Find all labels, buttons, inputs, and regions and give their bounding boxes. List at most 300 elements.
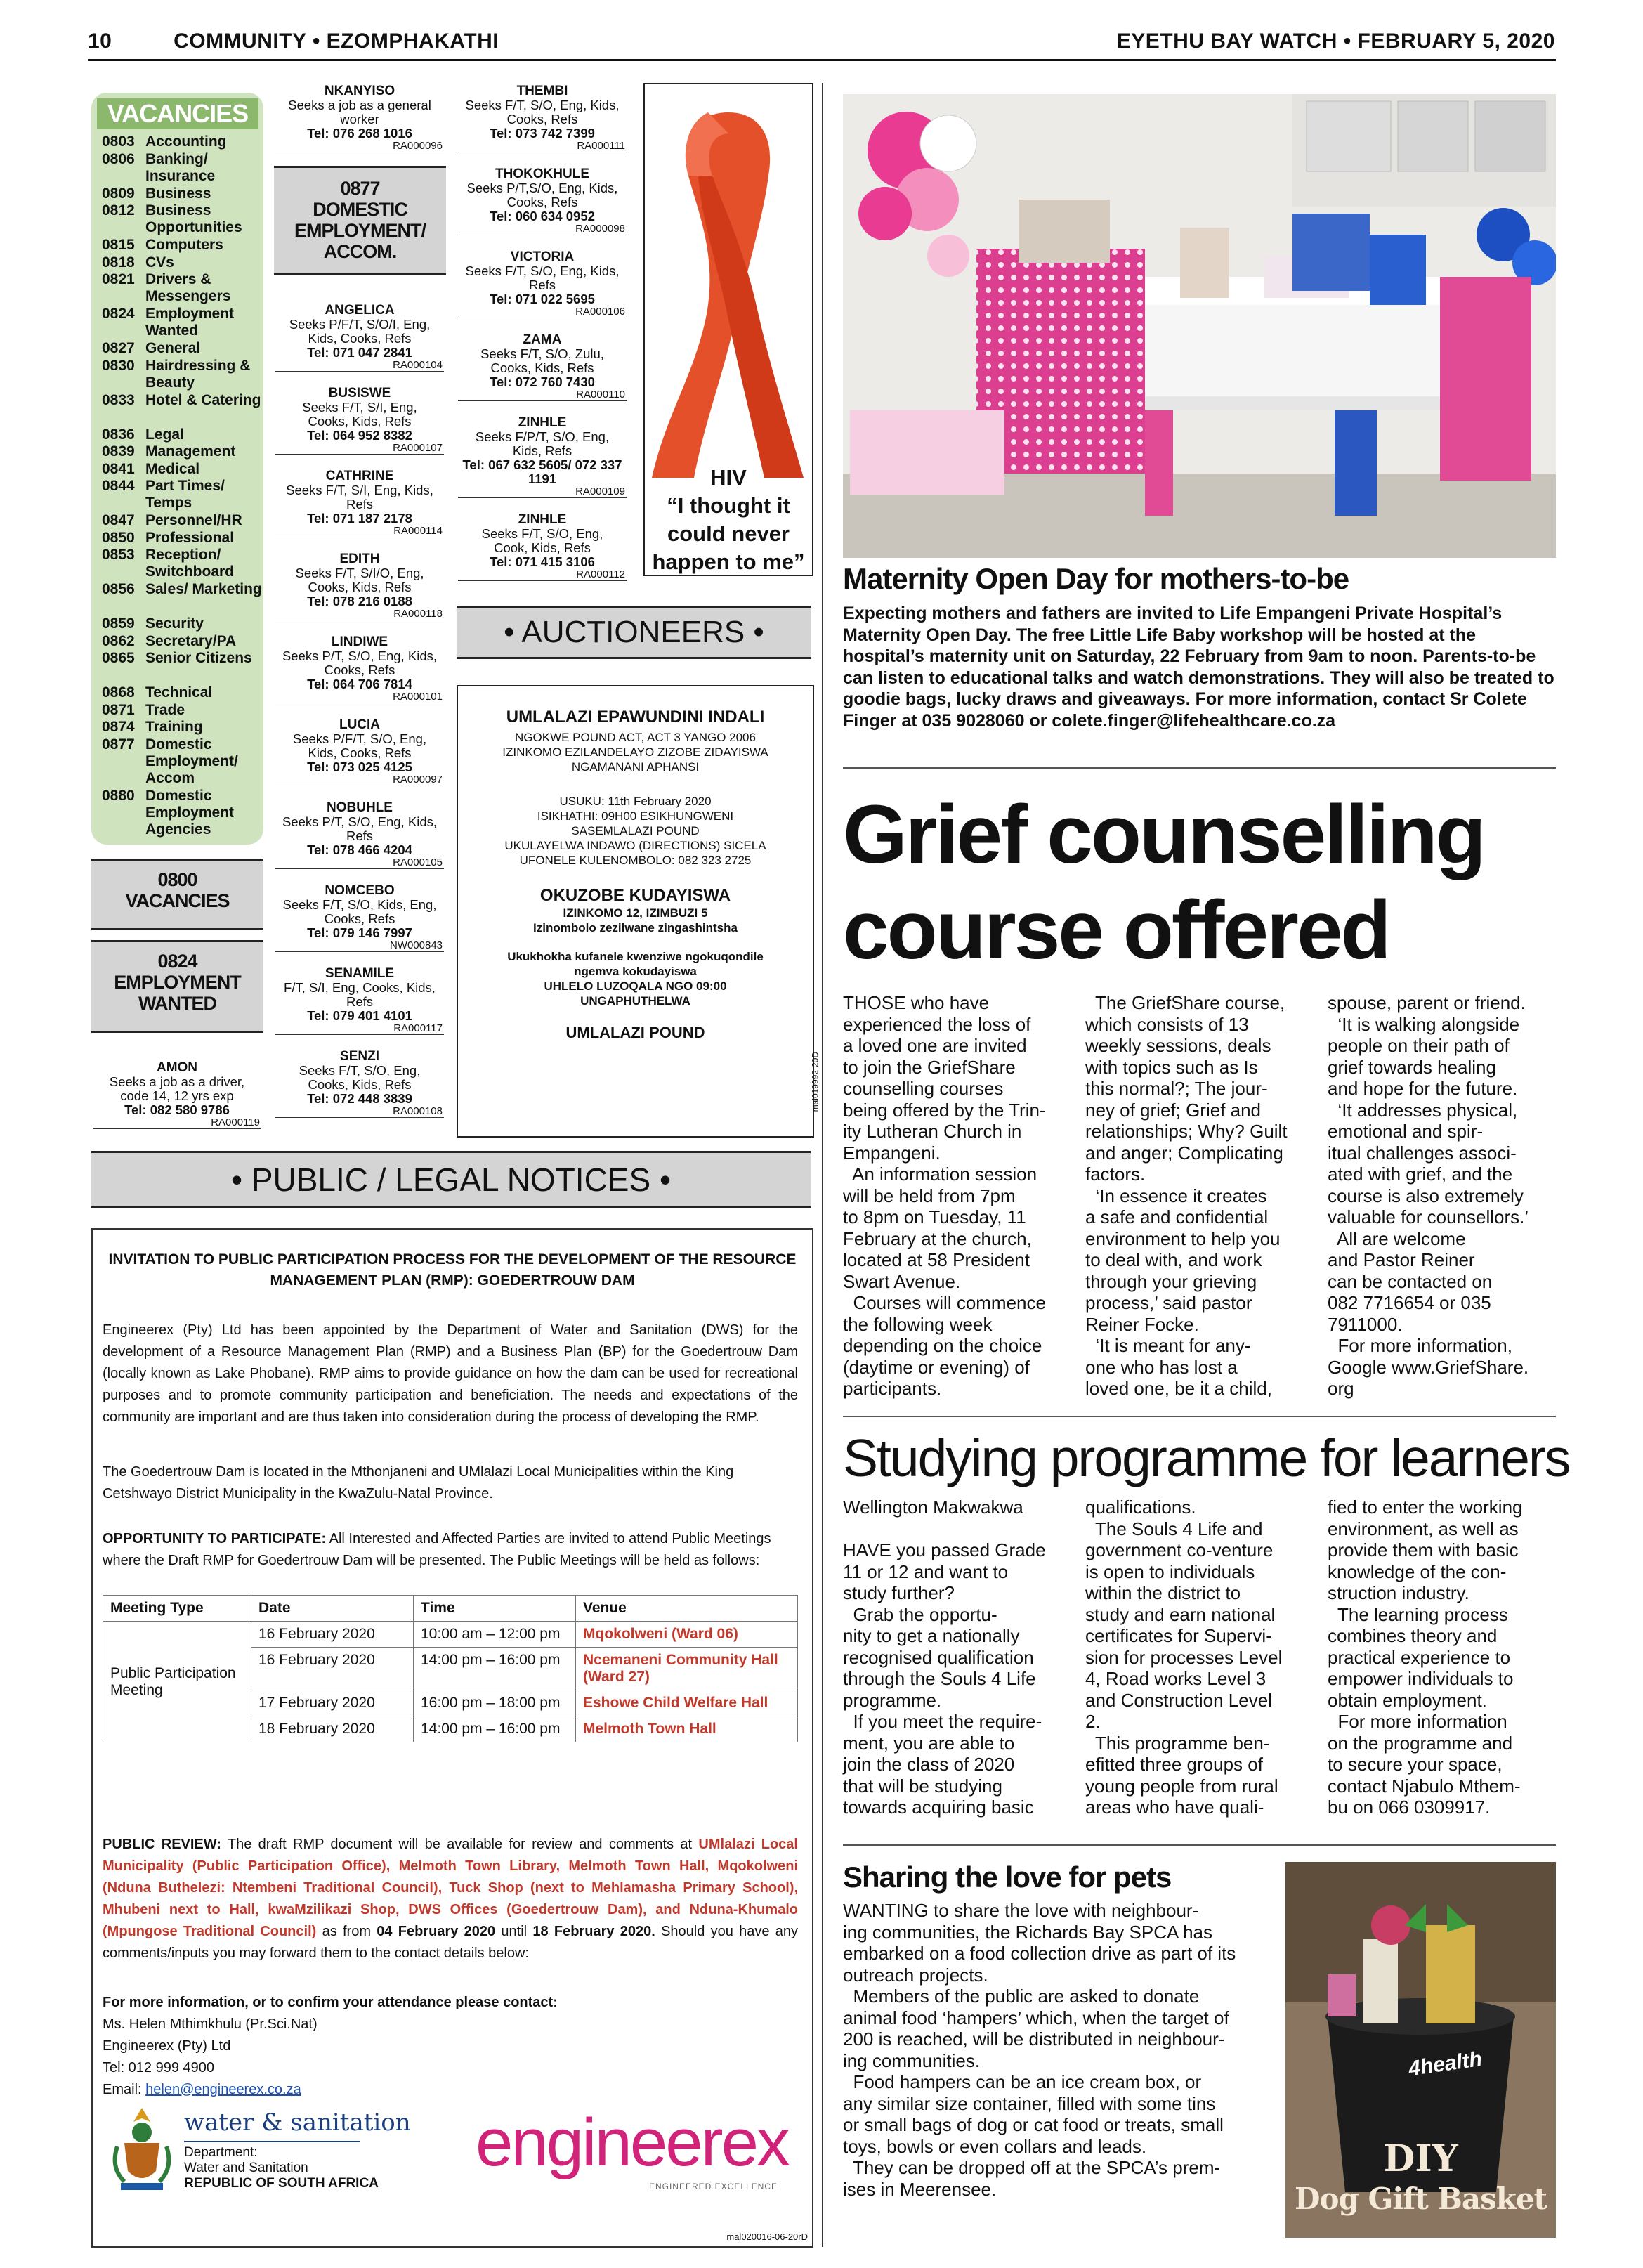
- ad-ref: RA000109: [458, 486, 627, 498]
- ad-name: THOKOKHULE: [495, 167, 590, 181]
- classified-ad: [275, 1050, 444, 1118]
- classified-ad: [275, 304, 444, 372]
- vacancy-category: [102, 133, 263, 150]
- text-line: people on their path of: [1328, 1035, 1510, 1056]
- maternity-headline: Maternity Open Day for mothers-to-be: [843, 562, 1349, 595]
- ad-name: SENAMILE: [325, 966, 395, 981]
- table-row: [103, 1622, 798, 1648]
- vacancy-name: Hairdressing & Beauty: [145, 357, 251, 391]
- dws-name: water & sanitation: [184, 2109, 411, 2137]
- table-header: Meeting Type: [103, 1596, 251, 1622]
- text-line: The GriefShare course,: [1085, 992, 1285, 1013]
- ad-ref: RA000105: [275, 857, 444, 869]
- text-line: grief towards healing: [1328, 1056, 1496, 1078]
- ad-phone: Tel: 078 216 0188: [307, 594, 412, 608]
- ad-phone: Tel: 071 187 2178: [307, 511, 412, 526]
- text-line: young people from rural: [1085, 1775, 1278, 1797]
- vacancy-category: [102, 202, 263, 236]
- vacancy-category: [102, 271, 263, 305]
- text-line: WANTING to share the love with neighbour-: [843, 1900, 1199, 1921]
- vacancy-category: [102, 392, 263, 409]
- vacancy-name: Training: [145, 719, 203, 735]
- text-line: government co-venture: [1085, 1539, 1274, 1560]
- ad-ref: RA000114: [275, 526, 444, 537]
- vacancy-code: 0856: [102, 581, 135, 597]
- text-line: toys, bowls or even collars and leads.: [843, 2135, 1147, 2157]
- ad-name: NOBUHLE: [327, 800, 393, 815]
- page-header-left: [88, 30, 499, 53]
- basket-label: 4health: [1407, 2047, 1484, 2081]
- meeting-date: 18 February 2020: [251, 1716, 414, 1742]
- text-line: weekly sessions, deals: [1085, 1035, 1271, 1056]
- studying-column-1: [843, 1497, 1075, 1818]
- text-line: An information session: [843, 1164, 1037, 1185]
- vacancy-name: Reception/ Switchboard: [145, 547, 235, 580]
- column-rule: [822, 83, 823, 2247]
- text-line: 082 7716654 or 035: [1328, 1292, 1491, 1313]
- meeting-venue: Melmoth Town Hall: [576, 1716, 798, 1742]
- text-line: efitted three groups of: [1085, 1754, 1263, 1775]
- contact-email-link[interactable]: helen@engineerex.co.za: [145, 2082, 301, 2097]
- vacancy-category: [102, 443, 263, 460]
- maternity-body: Expecting mothers and fathers are invited to Life Empangeni Private Hospital’s Maternity Open Day. The free Little Life Baby workshop will be hosted at the hospital’s maternity unit on Saturday, 22 February from 9am to noon. Parents-to-be can listen to educational talks and watch demonstrations. They will also be treated to goodie bags, lucky draws and giveaways. For more information, contact Sr Colete Finger at 035 9028060 or colete.finger@lifehealthcare.co.za: [843, 604, 1554, 731]
- studying-column-3: [1328, 1497, 1559, 1818]
- opportunity-text: All Interested and Affected Parties are invited to attend Public Meetings where the Draft RMP for Goedertrouw Dam will be presented. The Public Meetings will be held as follows:: [103, 1531, 771, 1568]
- meeting-date: 17 February 2020: [251, 1690, 414, 1716]
- ad-ref: RA000108: [275, 1106, 444, 1118]
- auction-line: Izinombolo zezilwane zingashintsha: [533, 921, 738, 934]
- text-line: obtain employment.: [1328, 1689, 1487, 1711]
- vacancy-code: 0812: [102, 202, 135, 219]
- vacancy-name: Accounting: [145, 133, 227, 150]
- ad-phone: Tel: 073 742 7399: [490, 126, 595, 141]
- vacancy-code: 0850: [102, 529, 135, 546]
- ad-name: THEMBI: [516, 84, 568, 98]
- dws-logo: [107, 2104, 430, 2217]
- vacancy-category: [102, 254, 263, 271]
- classified-ad: [275, 801, 444, 869]
- classified-ad: [275, 635, 444, 703]
- auction-line: Ukukhokha kufanele kwenziwe ngokuqondile: [507, 950, 764, 963]
- text-line: that will be studying: [843, 1775, 1002, 1797]
- ad-name: LINDIWE: [331, 634, 388, 649]
- review-until-date: 18 February 2020.: [532, 1924, 655, 1939]
- category-label: EMPLOYMENT: [114, 972, 241, 993]
- vacancy-code: 0827: [102, 340, 135, 356]
- ad-phone: Tel: 073 025 4125: [307, 760, 412, 774]
- grief-column-3: [1328, 992, 1559, 1400]
- ad-ref: RA000118: [275, 608, 444, 620]
- text-line: ‘In essence it creates: [1085, 1185, 1267, 1206]
- story-divider: [843, 1416, 1556, 1417]
- maternity-display-image: [843, 94, 1556, 558]
- vacancy-code: 0830: [102, 357, 135, 374]
- text-line: This programme ben-: [1085, 1732, 1270, 1754]
- ad-line: code 14, 12 yrs exp: [120, 1088, 234, 1103]
- ad-ref: NW000843: [275, 940, 444, 952]
- text-line: a safe and confidential: [1085, 1206, 1269, 1227]
- page-number: 10: [88, 30, 112, 53]
- ad-line: Kids, Cooks, Refs: [308, 331, 412, 346]
- ad-line: Cooks, Refs: [506, 195, 578, 209]
- text-line: For more information: [1328, 1711, 1507, 1732]
- vacancy-name: Drivers & Messengers: [145, 271, 231, 304]
- ad-line: Seeks a job as a driver,: [109, 1074, 245, 1089]
- text-line: a loved one are invited: [843, 1035, 1027, 1056]
- text-line: Google www.GriefShare.: [1328, 1356, 1529, 1378]
- auction-line: ISIKHATHI: 09H00 ESIKHUNGWENI: [537, 809, 734, 823]
- auction-notice: [457, 685, 820, 1138]
- classified-ad: [275, 84, 444, 152]
- ad-line: Kids, Cooks, Refs: [308, 745, 412, 760]
- ad-name: AMON: [156, 1060, 198, 1075]
- text-line: environment, as well as: [1328, 1518, 1519, 1539]
- notice-paragraph: Engineerex (Pty) Ltd has been appointed by the Department of Water and Sanitation (DWS) for the development of a Resource Management Plan (RMP) and a Business Plan (BP) for the Goedertrouw Dam (locally known as Lake Phobane). RMP aims to provide guidance on how the dam can be used for recreational purposes and to promote community participation and beneficiation. The needs and expectations of the community are important and are thus taken into consideration during the process of developing the RMP.: [103, 1322, 798, 1425]
- ad-line: Refs: [346, 828, 374, 843]
- vacancy-name: Medical: [145, 460, 200, 477]
- table-header: Time: [414, 1596, 576, 1622]
- ad-name: BUSISWE: [328, 386, 391, 400]
- table-header: Venue: [576, 1596, 798, 1622]
- ad-phone: Tel: 079 401 4101: [307, 1008, 412, 1023]
- auction-line: NGAMANANI APHANSI: [571, 760, 700, 774]
- coat-of-arms-icon: [107, 2104, 177, 2196]
- ad-line: Seeks F/T, S/I, Eng, Kids,: [286, 483, 433, 497]
- text-line: qualifications.: [1085, 1497, 1196, 1518]
- ad-line: Refs: [528, 278, 556, 292]
- vacancy-name: Domestic Employment/ Accom: [145, 736, 238, 786]
- auction-line: UKULAYELWA INDAWO (DIRECTIONS) SICELA: [504, 839, 766, 852]
- ad-ref: RA000110: [458, 389, 627, 401]
- engineerex-logo: [476, 2104, 792, 2210]
- ad-line: Cook, Kids, Refs: [494, 540, 591, 555]
- text-line: combines theory and: [1328, 1625, 1498, 1646]
- text-line: THOSE who have: [843, 992, 990, 1013]
- vacancy-code: 0865: [102, 650, 135, 666]
- pets-headline: Sharing the love for pets: [843, 1860, 1172, 1894]
- ad-ref: RA000096: [275, 141, 444, 152]
- classified-ad: [458, 416, 627, 498]
- meeting-type: Public Participation Meeting: [103, 1622, 251, 1742]
- meeting-time: 10:00 am – 12:00 pm: [414, 1622, 576, 1648]
- classified-ad: [458, 513, 627, 581]
- text-line: study and earn national: [1085, 1603, 1276, 1625]
- auction-line: SASEMLALAZI POUND: [571, 824, 700, 838]
- ad-name: VICTORIA: [510, 249, 575, 264]
- ad-line: Seeks F/T, S/I, Eng,: [302, 400, 417, 415]
- vacancy-name: Trade: [145, 701, 185, 718]
- ad-phone: Tel: 067 632 5605/ 072 337 1191: [462, 457, 622, 486]
- vacancy-category: [102, 719, 263, 736]
- vacancy-name: Senior Citizens: [145, 650, 252, 666]
- notice-opportunity: [103, 1528, 798, 1572]
- notice-ref: mal020016-06-20rD: [726, 2231, 808, 2242]
- text-line: sion for processes Level: [1085, 1646, 1283, 1668]
- text-line: provide them with basic: [1328, 1539, 1519, 1560]
- vacancy-code: 0871: [102, 701, 135, 718]
- vacancy-name: Technical: [145, 684, 213, 700]
- text-line: experienced the loss of: [843, 1013, 1031, 1035]
- vacancy-category: [102, 478, 263, 511]
- dws-line: Department:: [184, 2145, 258, 2160]
- pets-photo: [1285, 1862, 1556, 2238]
- table-header: Date: [251, 1596, 414, 1622]
- ad-line: Cooks, Kids, Refs: [490, 360, 594, 375]
- opportunity-label: OPPORTUNITY TO PARTICIPATE:: [103, 1531, 327, 1546]
- ad-phone: Tel: 064 952 8382: [307, 428, 412, 443]
- text-line: located at 58 President: [843, 1249, 1030, 1270]
- vacancy-category: [102, 512, 263, 529]
- ad-line: Kids, Refs: [512, 443, 572, 458]
- vacancy-category: [102, 736, 263, 787]
- auction-phone: UFONELE KULENOMBOLO: 082 323 2725: [519, 854, 752, 867]
- text-line: environment to help you: [1085, 1227, 1281, 1249]
- text-line: contact Njabulo Mthem-: [1328, 1775, 1521, 1797]
- ad-phone: Tel: 072 448 3839: [307, 1091, 412, 1106]
- ad-line: Seeks F/T, S/O, Eng, Kids,: [465, 98, 620, 112]
- text-line: Courses will commence: [843, 1292, 1046, 1313]
- vacancy-category: [102, 702, 263, 719]
- auction-ref: mal019992-20D: [810, 1052, 820, 1112]
- auctioneers-heading-bar: [457, 606, 811, 659]
- vacancy-code: 0818: [102, 254, 135, 271]
- ad-line: Refs: [346, 994, 374, 1009]
- review-label: PUBLIC REVIEW:: [103, 1837, 221, 1852]
- vacancy-category: [102, 340, 263, 357]
- hiv-ad-line: HIV: [710, 465, 747, 490]
- text-line: on the programme and: [1328, 1732, 1513, 1754]
- vacancy-category: [102, 237, 263, 254]
- vacancy-name: CVs: [145, 254, 174, 271]
- meeting-venue: Mqokolweni (Ward 06): [576, 1622, 798, 1648]
- ad-line: Seeks P/F/T, S/O/I, Eng,: [289, 317, 431, 332]
- engineerex-tagline: ENGINEERED EXCELLENCE: [648, 2182, 778, 2191]
- text-line: through your grieving: [1085, 1270, 1257, 1292]
- vacancy-category: [102, 358, 263, 391]
- text-line: ing communities.: [843, 2049, 981, 2071]
- text-line: 11 or 12 and want to: [843, 1560, 1009, 1582]
- vacancy-code: 0806: [102, 150, 135, 167]
- ad-line: Cooks, Refs: [324, 663, 395, 677]
- contact-email-label: Email:: [103, 2082, 142, 2097]
- text-line: participants.: [843, 1378, 942, 1399]
- text-line: is open to individuals: [1085, 1560, 1255, 1582]
- text-line: [843, 1518, 1075, 1540]
- text-line: ing communities, the Richards Bay SPCA has: [843, 1921, 1213, 1943]
- ad-line: Cooks, Kids, Refs: [308, 414, 412, 429]
- auction-line: UNGAPHUTHELWA: [580, 994, 690, 1008]
- vacancy-code: 0868: [102, 684, 135, 700]
- vacancy-category: [102, 306, 263, 339]
- notice-paragraph: The Goedertrouw Dam is located in the Mthonjaneni and UMlalazi Local Municipalities within the King Cetshwayo District Municipality in the KwaZulu-Natal Province.: [103, 1464, 734, 1501]
- vacancy-name: Business Opportunities: [145, 202, 242, 235]
- ad-ref: RA000107: [275, 443, 444, 455]
- text-line: factors.: [1085, 1164, 1146, 1185]
- text-line: within the district to: [1085, 1582, 1241, 1603]
- story-divider: [843, 1844, 1556, 1846]
- text-line: any similar size container, filled with some tins: [843, 2092, 1216, 2114]
- text-line: itual challenges associ-: [1328, 1142, 1517, 1164]
- review-text: until: [501, 1924, 528, 1939]
- ad-line: Seeks F/T, S/O, Eng, Kids,: [465, 263, 620, 278]
- text-line: If you meet the require-: [843, 1711, 1042, 1732]
- vacancy-category: [102, 684, 263, 701]
- vacancies-title: VACANCIES: [97, 98, 258, 129]
- ad-line: Seeks P/T, S/O, Eng, Kids,: [282, 814, 438, 829]
- ad-ref: RA000119: [93, 1117, 261, 1129]
- auction-line: IZINKOMO EZILANDELAYO ZIZOBE ZIDAYISWA: [502, 745, 768, 759]
- meeting-date: 16 February 2020: [251, 1648, 414, 1690]
- classified-ad: [458, 333, 627, 401]
- vacancy-code: 0877: [102, 736, 135, 752]
- text-line: with topics such as Is: [1085, 1056, 1258, 1078]
- hiv-ad-line: happen to me”: [652, 549, 805, 574]
- text-line: animal food ‘hampers’ which, when the target of: [843, 2007, 1229, 2028]
- vacancy-name: Domestic Employment Agencies: [145, 788, 235, 838]
- ad-name: ZAMA: [523, 332, 562, 347]
- text-line: recognised qualification: [843, 1646, 1034, 1668]
- vacancy-code: 0836: [102, 426, 135, 443]
- photo-caption-diy: DIY: [1383, 2137, 1458, 2180]
- text-line: areas who have quali-: [1085, 1797, 1264, 1818]
- category-label: ACCOM.: [323, 241, 397, 262]
- hiv-ad-line: “I thought it: [667, 493, 790, 518]
- grief-headline-line: course offered: [843, 884, 1389, 977]
- grief-headline: [843, 787, 1484, 978]
- dws-divider: [184, 2141, 360, 2142]
- notice-title-line: MANAGEMENT PLAN (RMP): GOEDERTROUW DAM: [270, 1272, 635, 1289]
- auction-line: IZINKOMO 12, IZIMBUZI 5: [563, 906, 708, 920]
- classified-ad: [458, 250, 627, 318]
- ad-ref: RA000106: [458, 306, 627, 318]
- text-line: will be held from 7pm: [843, 1185, 1016, 1206]
- text-line: HAVE you passed Grade: [843, 1539, 1046, 1560]
- vacancy-category: [102, 788, 263, 838]
- pets-body: [843, 1900, 1271, 2200]
- contact-tel: Tel: 012 999 4900: [103, 2060, 215, 2075]
- vacancy-category: [102, 650, 263, 667]
- vacancy-category: [102, 530, 263, 547]
- studying-column-2: [1085, 1497, 1317, 1818]
- vacancy-code: 0880: [102, 788, 135, 804]
- text-line: through the Souls 4 Life: [843, 1668, 1036, 1689]
- category-box-employment-wanted: [91, 940, 263, 1033]
- vacancy-category: [102, 426, 263, 443]
- text-line: the following week: [843, 1313, 993, 1335]
- ad-line: Cooks, Kids, Refs: [308, 1077, 412, 1092]
- vacancy-category: [102, 461, 263, 478]
- grief-column-1: [843, 992, 1075, 1400]
- meeting-date: 16 February 2020: [251, 1622, 414, 1648]
- ad-name: ANGELICA: [325, 303, 395, 318]
- ad-line: Cooks, Refs: [324, 911, 395, 926]
- text-line: 7911000.: [1328, 1313, 1403, 1335]
- vacancy-name: Legal: [145, 426, 184, 443]
- vacancy-code: 0833: [102, 391, 135, 408]
- ad-line: Seeks a job as a general: [288, 98, 431, 112]
- hiv-ad-text: [645, 464, 812, 576]
- grief-headline-line: Grief counselling: [843, 788, 1484, 881]
- text-line: Grab the opportu-: [843, 1603, 997, 1625]
- ad-phone: Tel: 082 580 9786: [124, 1102, 230, 1117]
- text-line: outreach projects.: [843, 1964, 988, 1986]
- paper-date: EYETHU BAY WATCH • FEBRUARY 5, 2020: [1116, 30, 1555, 53]
- text-line: this normal?; The jour-: [1085, 1078, 1268, 1099]
- review-from-date: 04 February 2020: [377, 1924, 496, 1939]
- text-line: ity Lutheran Church in: [843, 1121, 1022, 1142]
- notice-title: [93, 1249, 812, 1291]
- text-line: ‘It is walking alongside: [1328, 1013, 1520, 1035]
- ad-line: Seeks P/F/T, S/O, Eng,: [292, 731, 427, 746]
- classified-ad: [275, 552, 444, 620]
- vacancy-name: Business: [145, 185, 211, 202]
- ad-phone: Tel: 078 466 4204: [307, 842, 412, 857]
- meeting-venue: Ncemaneni Community Hall (Ward 27): [576, 1648, 798, 1690]
- category-label: DOMESTIC: [313, 199, 407, 220]
- ad-ref: RA000111: [458, 141, 627, 152]
- meeting-time: 14:00 pm – 16:00 pm: [414, 1648, 576, 1690]
- dws-line: REPUBLIC OF SOUTH AFRICA: [184, 2176, 379, 2191]
- vacancy-name: Personnel/HR: [145, 512, 242, 528]
- public-notices-heading: • PUBLIC / LEGAL NOTICES •: [230, 1161, 672, 1198]
- classified-ad: [275, 718, 444, 786]
- notice-title-line: INVITATION TO PUBLIC PARTICIPATION PROCESS FOR THE DEVELOPMENT OF THE RESOURCE: [108, 1251, 797, 1267]
- text-line: Empangeni.: [843, 1142, 941, 1164]
- text-line: For more information,: [1328, 1335, 1512, 1356]
- review-text: The draft RMP document will be available for review and comments at: [227, 1837, 693, 1852]
- ad-name: ZINHLE: [518, 415, 567, 430]
- text-line: to join the GriefShare: [843, 1056, 1016, 1078]
- header-rule: [88, 59, 1556, 61]
- ad-name: NOMCEBO: [325, 883, 395, 898]
- text-line: ment, you are able to: [843, 1732, 1015, 1754]
- ad-name: NKANYISO: [324, 84, 395, 98]
- ad-name: CATHRINE: [325, 469, 394, 483]
- text-line: process,’ said pastor: [1085, 1292, 1252, 1313]
- classified-ad: [93, 1061, 261, 1129]
- contact-label: For more information, or to confirm your attendance please contact:: [103, 1995, 558, 2010]
- text-line: nity to get a nationally: [843, 1625, 1020, 1646]
- text-line: and Construction Level: [1085, 1689, 1272, 1711]
- category-label: WANTED: [138, 993, 216, 1014]
- text-line: and anger; Complicating: [1085, 1142, 1283, 1164]
- studying-headline: Studying programme for learners: [843, 1428, 1570, 1487]
- text-line: certificates for Supervi-: [1085, 1625, 1272, 1646]
- contact-company: Engineerex (Pty) Ltd: [103, 2038, 231, 2054]
- dws-department: [184, 2145, 379, 2191]
- text-line: join the class of 2020: [843, 1754, 1015, 1775]
- text-line: to secure your space,: [1328, 1754, 1503, 1775]
- vacancy-category: [102, 151, 263, 185]
- vacancy-category: [102, 633, 263, 650]
- text-line: empower individuals to: [1328, 1668, 1514, 1689]
- text-line: relationships; Why? Guilt: [1085, 1121, 1288, 1142]
- auction-date: USUKU: 11th February 2020: [559, 795, 712, 808]
- classified-ad: [275, 884, 444, 952]
- ad-phone: Tel: 071 047 2841: [307, 345, 412, 360]
- ad-line: Seeks F/T, S/O, Kids, Eng,: [282, 897, 437, 912]
- vacancy-name: General: [145, 340, 201, 356]
- ad-ref: RA000097: [275, 774, 444, 786]
- text-line: ‘It is meant for any-: [1085, 1335, 1251, 1356]
- vacancy-code: 0841: [102, 460, 135, 477]
- category-box-domestic: [274, 166, 446, 275]
- public-review: [103, 1834, 798, 1964]
- text-line: programme.: [843, 1689, 942, 1711]
- vacancy-code: 0853: [102, 547, 135, 563]
- notice-contact: [103, 1992, 798, 2101]
- hiv-ad: [643, 83, 813, 576]
